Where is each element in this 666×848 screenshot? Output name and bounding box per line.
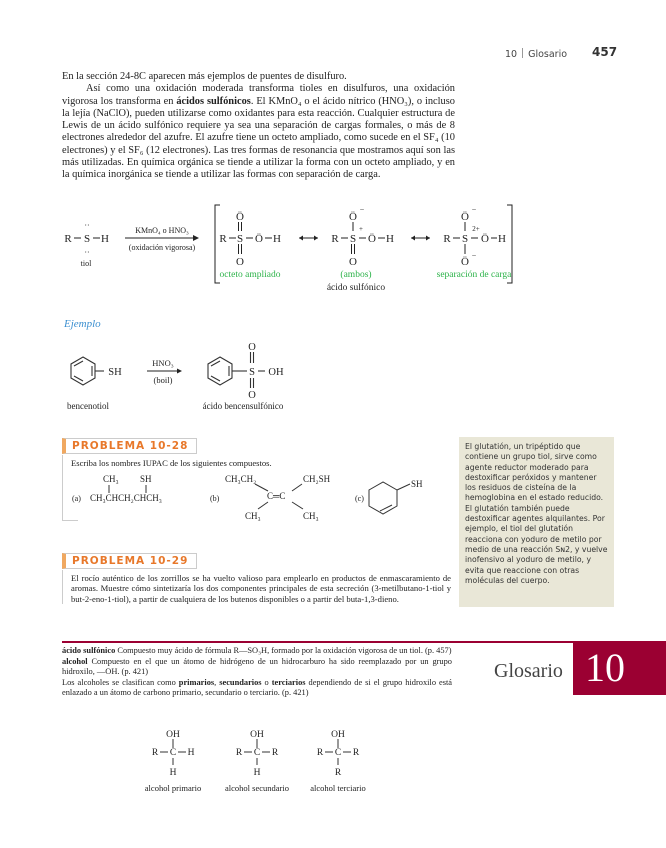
problem-prompt: Escriba los nombres IUPAC de los siguientes compuestos. (71, 458, 272, 468)
atom: S (349, 233, 357, 245)
glossary-definition: Compuesto muy ácido de fórmula R—SO₃H, formado por la oxidación vigorosa de un tiol. (p. 457) (115, 646, 452, 655)
section-name: Glosario (528, 49, 568, 60)
part-b-label: (b) (210, 494, 220, 503)
atom: Ö (236, 211, 244, 223)
both-label: (ambos) (340, 270, 372, 280)
glossary-entries (62, 646, 452, 699)
reactant-name: bencenotiol (67, 401, 109, 411)
atom: Ö (349, 211, 357, 223)
primary-alcohol-label: alcohol primario (144, 783, 202, 793)
key-term: terciarios (271, 677, 306, 687)
atom: H (386, 233, 394, 245)
substituent: CH₃ (303, 511, 319, 521)
glossary-title: Glosario (494, 660, 563, 682)
charge: − (471, 251, 477, 260)
text: Así como una oxidación moderada transforma tioles en disulfuros, una oxidación vigorosa los transforma en (62, 83, 455, 107)
charge: + (359, 225, 363, 233)
atom: C (253, 748, 261, 758)
substituent: CH₂SH (303, 474, 331, 484)
substituent: CH₃ (245, 511, 261, 521)
atom: R (316, 748, 324, 758)
key-term: secundarios (219, 677, 262, 687)
alkene-core: C═C (267, 491, 286, 501)
text: , (214, 677, 220, 687)
text: dependiendo de si el grupo hidroxilo está enlazado a un átomo de carbono primario, secundario o terciario. (p. 421) (62, 677, 453, 697)
condition-label: (boil) (153, 375, 173, 385)
atom: OH (166, 730, 180, 740)
thiol-group: SH (108, 367, 122, 378)
page-number: 457 (592, 45, 618, 59)
lone-pair: ·· (84, 248, 90, 257)
atom: H (498, 233, 506, 245)
atom: Ö (481, 233, 489, 245)
atom: O (236, 256, 244, 268)
glossary-entry (62, 657, 452, 678)
atom: C (169, 748, 177, 758)
key-term: ácidos sulfónicos (176, 95, 251, 107)
secondary-alcohol-label: alcohol secundario (225, 783, 289, 793)
atom: S (461, 233, 469, 245)
atom: OH (268, 367, 284, 378)
atom: C (334, 748, 342, 758)
chapter-number: 10 (505, 49, 518, 60)
charge: 2+ (472, 225, 480, 233)
problem-10-29-body: El rocío auténtico de los zorrillos se ha vuelto valioso para emplearlo en productos de enmascaramiento de aromas. Muestre cómo sintetizaría los dos componentes principales de esta secreción (3-metilbutano-1-tiol y but-2-eno-1-tiol), a partir de cualquiera de los butenos disponibles o a partir del buta-1,3-dieno. (62, 570, 451, 604)
glossary-entry (62, 646, 452, 657)
key-term: primarios (178, 677, 215, 687)
part-c-label: (c) (355, 494, 364, 503)
atom: Ö (461, 211, 469, 223)
atom: Ö (368, 233, 376, 245)
text: . El KMnO₄ o el ácido nítrico (HNO₃), o incluso la lejía (NaClO), pueden utilizarse como oxidantes para esta reacción. Cualquier estructura de Lewis de un ácido sulfónico requiere ya sea una separación de cargas formales, o más de 8 electrones alrededor del azufre. El azufre tiene un octeto ampliado, como sucede en el SF₄ (10 electrones) y el SF₆ (12 electrones). Las tres formas de resonancia que mostramos aquí son las más utilizadas. En química orgánica se tiende a utilizar la forma con un octeto ampliado, y en la química inorgánica se tiende a utilizar las formas con separación de carga. (62, 95, 455, 181)
atom: Ö (461, 256, 469, 268)
atom: R (334, 768, 342, 778)
substituent: CH₃CH₂ (225, 474, 257, 484)
atom: H (273, 233, 281, 245)
arrow-head (177, 369, 182, 374)
atom: S (83, 233, 91, 245)
product-name: ácido bencensulfónico (202, 401, 284, 411)
atom: R (64, 233, 72, 245)
atom: O (248, 390, 256, 401)
atom: R (151, 748, 159, 758)
atom: H (169, 768, 177, 778)
example-heading: Ejemplo (64, 318, 101, 330)
atom: H (101, 233, 109, 245)
thiol-label: tiol (80, 259, 92, 268)
glossary-classification (62, 678, 452, 699)
substituent: SH (140, 474, 152, 484)
glossary-rule (62, 641, 574, 643)
intro-paragraph-1: En la sección 24-8C aparecen más ejemplos de puentes de disulfuro. (62, 71, 347, 82)
formula: CH₃CHCH₂CHCH₃ (90, 493, 162, 503)
product-name: ácido sulfónico (326, 283, 386, 293)
atom: S (249, 367, 255, 378)
example-scheme (0, 330, 320, 415)
problem-10-28-heading: PROBLEMA 10-28 (62, 438, 197, 454)
glossary-term: alcohol (62, 656, 88, 666)
text: Los alcoholes se clasifican como (62, 677, 179, 687)
atom: OH (331, 730, 345, 740)
problem-10-28-structures (0, 467, 440, 522)
text: o (261, 677, 272, 687)
atom: R (235, 748, 243, 758)
problem-10-29-heading: PROBLEMA 10-29 (62, 553, 197, 569)
expanded-octet-label: octeto ampliado (219, 270, 281, 280)
reagent-label: KMnO₄ o HNO₃ (135, 226, 189, 235)
reagent-label: HNO₃ (152, 358, 174, 368)
atom: R (271, 748, 279, 758)
atom: Ö (255, 233, 263, 245)
atom: R (352, 748, 360, 758)
chapter-number-box: 10 (573, 641, 666, 695)
lone-pair: ·· (84, 221, 90, 230)
atom: O (248, 342, 256, 353)
substituent: CH₃ (103, 474, 119, 484)
glutathione-sidebar: El glutatión, un tripéptido que contiene un grupo tiol, sirve como agente reductor moderado para destoxificar peróxidos y mantener los residuos de cisteína de la hemoglobina en el estado reducido. El glutatión también puede destoxificar agentes alquilantes. Por ejemplo, el tiol del glutatión reacciona con yoduro de metilo por medio de una reacción Sɴ2, y vuelve inofensivo al yoduro de metilo, y evita que reaccione con otras moléculas del cuerpo. (459, 437, 614, 607)
atom: H (187, 748, 195, 758)
charge-separation-label: separación de carga (436, 270, 512, 280)
tertiary-alcohol-label: alcohol terciario (310, 783, 366, 793)
alcohol-classes (0, 720, 420, 800)
charge: − (471, 205, 477, 214)
condition-label: (oxidación vigorosa) (128, 243, 196, 252)
glossary-term: ácido sulfónico (62, 646, 116, 655)
atom: R (443, 233, 451, 245)
charge: − (359, 205, 365, 214)
atom: O (349, 256, 357, 268)
sulfonic-acid-scheme (0, 0, 666, 300)
atom: H (253, 768, 261, 778)
substituent: SH (411, 479, 423, 489)
arrow-head (193, 235, 199, 241)
atom: R (331, 233, 339, 245)
atom: R (219, 233, 227, 245)
atom: OH (250, 730, 264, 740)
glossary-definition: Compuesto en el que un átomo de hidrógeno de un hidrocarburo ha sido reemplazado por un grupo hidroxilo, —OH. (p. 421) (62, 656, 452, 676)
atom: S (236, 233, 244, 245)
part-a-label: (a) (72, 494, 81, 503)
